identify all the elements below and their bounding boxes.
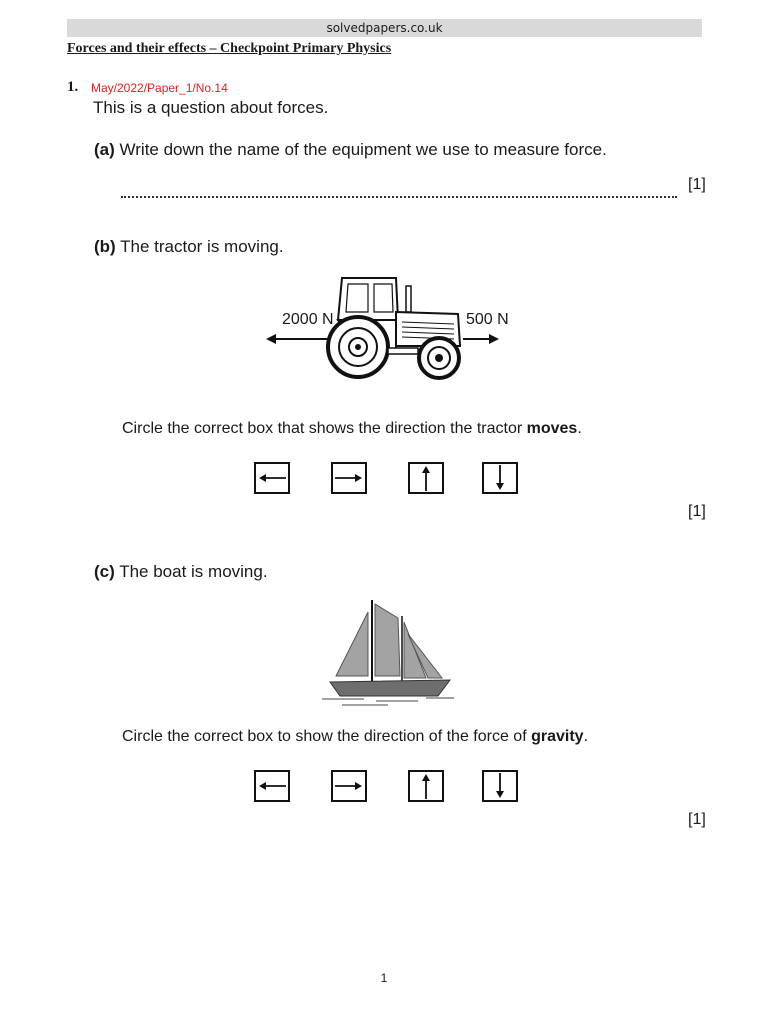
arrow-up-icon (410, 772, 442, 800)
arrow-down-icon (484, 464, 516, 492)
sailboat-illustration (318, 598, 458, 710)
arrow-up-icon (410, 464, 442, 492)
arrow-right-icon (333, 772, 365, 800)
tractor-option-left[interactable] (254, 462, 290, 494)
gravity-option-right[interactable] (331, 770, 367, 802)
left-force-label: 2000 N (282, 311, 334, 328)
document-title: Forces and their effects – Checkpoint Primary Physics (67, 41, 392, 56)
arrow-left-icon (256, 772, 288, 800)
question-reference: May/2022/Paper_1/No.14 (91, 81, 228, 95)
part-c-marks: [1] (688, 811, 706, 828)
part-b-text: The tractor is moving. (120, 237, 284, 256)
part-a-prompt (94, 140, 607, 160)
gravity-option-left[interactable] (254, 770, 290, 802)
part-b-instruction-bold: moves (526, 420, 578, 437)
tractor-option-down[interactable] (482, 462, 518, 494)
part-c-prompt (94, 562, 268, 582)
part-c-instruction-bold: gravity (531, 728, 584, 745)
part-b-instruction-text: Circle the correct box that shows the direction the tractor (122, 420, 527, 437)
gravity-option-up[interactable] (408, 770, 444, 802)
tractor-option-up[interactable] (408, 462, 444, 494)
part-c-instruction (122, 728, 588, 746)
part-a-marks: [1] (688, 176, 706, 193)
part-c-instruction-end: . (583, 728, 589, 745)
part-a-text: Write down the name of the equipment we use to measure force. (119, 140, 607, 159)
arrow-right-icon (333, 464, 365, 492)
boat-figure (318, 598, 458, 710)
arrow-left-icon (256, 464, 288, 492)
part-c-label: (c) (94, 562, 115, 581)
part-c-instruction-text: Circle the correct box to show the direction of the force of (122, 728, 532, 745)
part-b-prompt (94, 237, 284, 257)
site-header: solvedpapers.co.uk (67, 19, 702, 37)
part-a-label: (a) (94, 140, 115, 159)
part-b-instruction (122, 420, 582, 438)
part-b-instruction-end: . (577, 420, 582, 437)
left-force-arrow-icon (266, 332, 330, 350)
part-b-marks: [1] (688, 503, 706, 520)
tractor-option-right[interactable] (331, 462, 367, 494)
part-b-label: (b) (94, 237, 116, 256)
part-c-text: The boat is moving. (119, 562, 268, 581)
gravity-option-down[interactable] (482, 770, 518, 802)
question-intro: This is a question about forces. (93, 98, 329, 117)
answer-line[interactable] (121, 186, 677, 198)
arrow-down-icon (484, 772, 516, 800)
right-force-arrow-icon (463, 332, 499, 350)
right-force-label: 500 N (466, 311, 509, 328)
question-number: 1. (67, 79, 79, 95)
page-number: 1 (380, 971, 388, 985)
